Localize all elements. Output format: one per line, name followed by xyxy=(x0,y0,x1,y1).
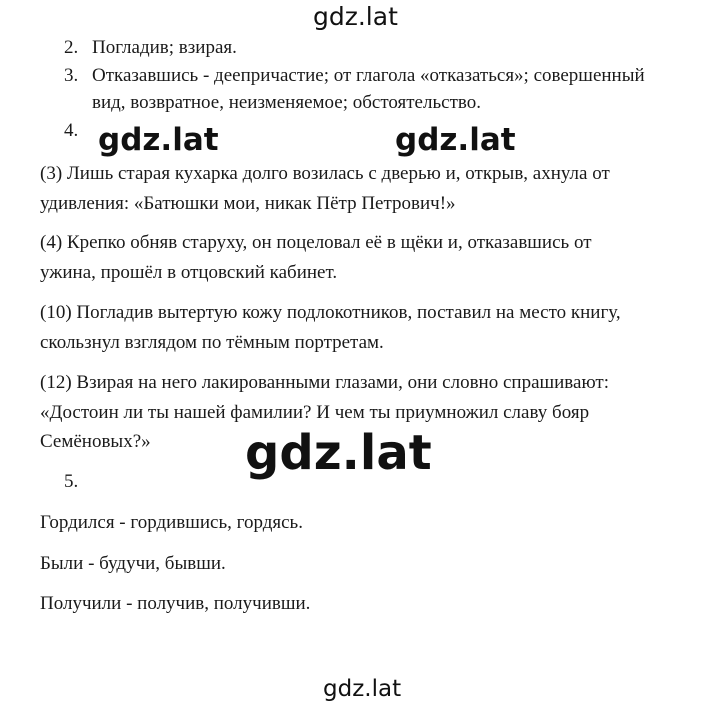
answer-line-3: Получили - получив, получивши. xyxy=(40,593,311,614)
list-item-2: Погладив; взирая. xyxy=(92,37,237,58)
sentence-3-line-1: (3) Лишь старая кухарка долго возилась с дверью и, открыв, ахнула от xyxy=(40,163,610,184)
list-item-3-line-2: вид, возвратное, неизменяемое; обстоятельство. xyxy=(92,92,481,113)
sentence-12-line-1: (12) Взирая на него лакированными глазами, они словно спрашивают: xyxy=(40,372,609,393)
sentence-10-line-1: (10) Погладив вытертую кожу подлокотников, поставил на место книгу, xyxy=(40,302,621,323)
watermark-bottom: gdz.lat xyxy=(323,676,402,702)
list-number-5: 5. xyxy=(64,471,79,492)
sentence-4-line-1: (4) Крепко обняв старуху, он поцеловал её в щёки и, отказавшись от xyxy=(40,232,592,253)
sentence-10-line-2: скользнул взглядом по тёмным портретам. xyxy=(40,332,384,353)
sentence-3-line-2: удивления: «Батюшки мои, никак Пётр Петрович!» xyxy=(40,193,456,214)
list-item-3-line-1: Отказавшись - деепричастие; от глагола «отказаться»; совершенный xyxy=(92,65,645,86)
sentence-12-line-3: Семёновых?» xyxy=(40,431,151,452)
watermark-top: gdz.lat xyxy=(313,2,398,31)
watermark-middle-right: gdz.lat xyxy=(395,122,516,158)
watermark-middle-left: gdz.lat xyxy=(98,122,219,158)
list-number-3: 3. xyxy=(64,65,79,86)
list-number-4: 4. xyxy=(64,120,79,141)
watermark-large: gdz.lat xyxy=(245,425,432,481)
sentence-4-line-2: ужина, прошёл в отцовский кабинет. xyxy=(40,262,338,283)
answer-line-2: Были - будучи, бывши. xyxy=(40,553,226,574)
sentence-12-line-2: «Достоин ли ты нашей фамилии? И чем ты приумножил славу бояр xyxy=(40,402,590,423)
list-number-2: 2. xyxy=(64,37,79,58)
answer-line-1: Гордился - гордившись, гордясь. xyxy=(40,512,303,533)
